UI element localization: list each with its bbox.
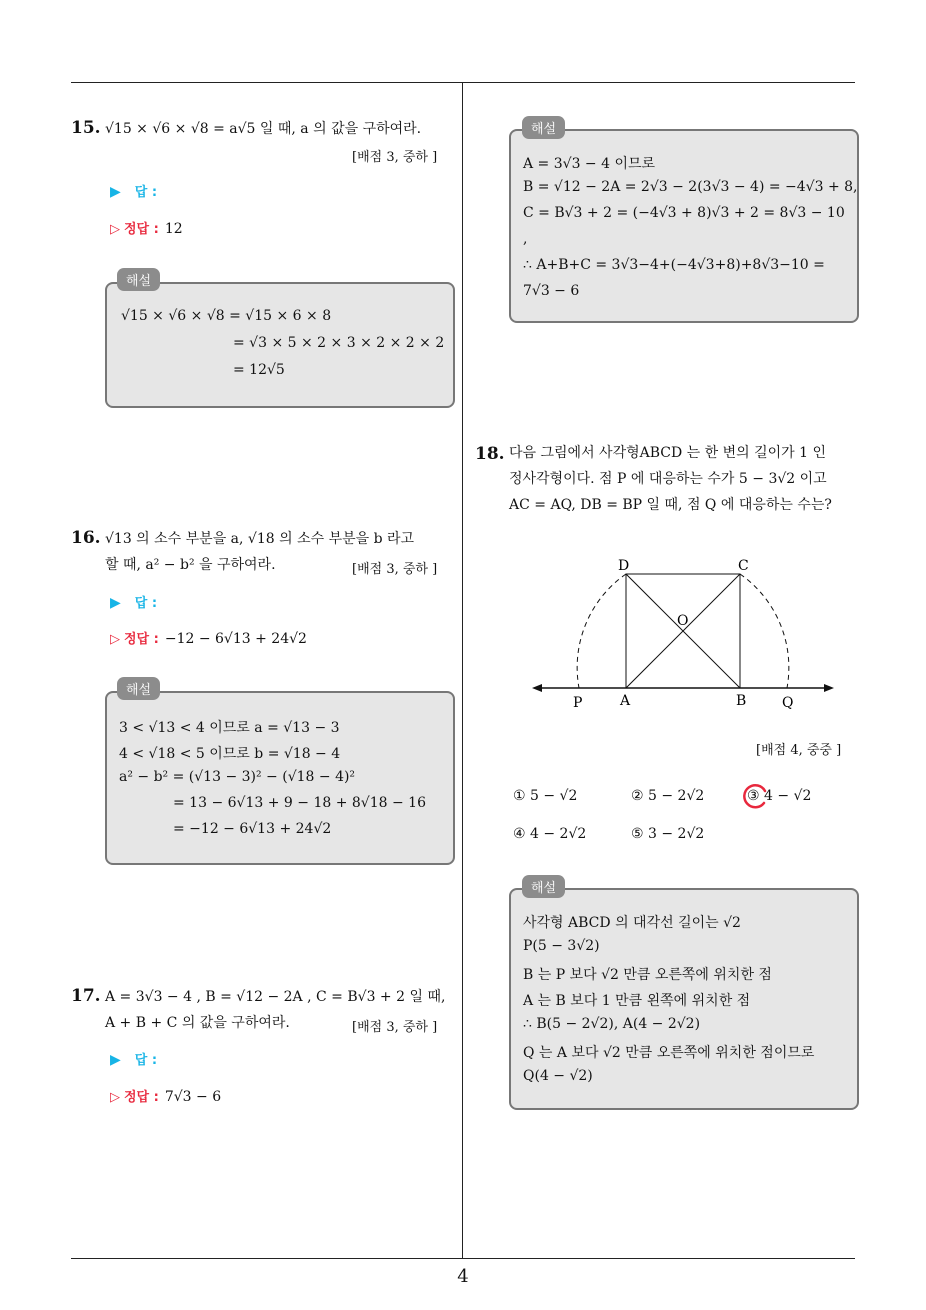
page-number: 4 xyxy=(457,1266,469,1287)
q17-explain-tag: 해설 xyxy=(522,116,565,139)
q15-correct-value: 12 xyxy=(164,221,183,237)
q18-score: [배점 4, 중중 ] xyxy=(756,743,842,758)
q15-explanation-box xyxy=(105,282,455,408)
q17-answer-label: 답 : xyxy=(134,1053,158,1068)
q17-correct-label: 정답 : xyxy=(124,1090,159,1105)
top-rule xyxy=(71,82,855,83)
q17-number: 17. xyxy=(71,986,101,1006)
q16-correct-answer xyxy=(110,628,307,647)
label-a: A xyxy=(620,693,631,709)
q15-score: [배점 3, 중하 ] xyxy=(352,150,438,165)
q18-explain-line: B 는 P 보다 √2 만큼 오른쪽에 위치한 점 xyxy=(523,967,772,983)
arrow-right-icon xyxy=(824,684,834,692)
q18-figure xyxy=(530,550,840,720)
label-p: P xyxy=(573,695,583,711)
q16-correct-label: 정답 : xyxy=(124,632,159,647)
triangle-outline-icon: ▷ xyxy=(110,1090,120,1105)
q16-number: 16. xyxy=(71,528,101,548)
q15-question-text: √15 × √6 × √8 = a√5 일 때, a 의 값을 구하여라. xyxy=(105,121,422,137)
q18-question-line3: AC = AQ, DB = BP 일 때, 점 Q 에 대응하는 수는? xyxy=(509,497,832,513)
q17-explain-line: C = B√3 + 2 = (−4√3 + 8)√3 + 2 = 8√3 − 10 xyxy=(523,205,845,221)
q16-correct-value: −12 − 6√13 + 24√2 xyxy=(164,631,307,647)
q15-explain-line: √15 × √6 × √8 = √15 × 6 × 8 xyxy=(121,308,332,324)
q16-question-line2: 할 때, a² − b² 을 구하여라. xyxy=(105,557,276,573)
answer-mark-circle-icon xyxy=(739,782,769,812)
arc-aq xyxy=(740,574,789,688)
q17-score: [배점 3, 중하 ] xyxy=(352,1020,438,1035)
q17-correct-answer xyxy=(110,1086,221,1105)
q18-question-line2: 정사각형이다. 점 P 에 대응하는 수가 5 − 3√2 이고 xyxy=(509,471,827,487)
q16-score: [배점 3, 중하 ] xyxy=(352,562,438,577)
column-divider xyxy=(462,83,463,1258)
play-icon: ▶ xyxy=(110,184,121,200)
q16-explain-line: a² − b² = (√13 − 3)² − (√18 − 4)² xyxy=(119,769,356,785)
q18-explain-line: Q(4 − √2) xyxy=(523,1068,593,1084)
q15-explain-line: = 12√5 xyxy=(233,362,285,378)
q16-explanation-box xyxy=(105,691,455,865)
q17-explain-line: , xyxy=(523,231,528,247)
q17-question-line2: A + B + C 의 값을 구하여라. xyxy=(105,1015,290,1031)
q18-explain-line: A 는 B 보다 1 만큼 왼쪽에 위치한 점 xyxy=(523,993,751,1009)
q15-explain-line: = √3 × 5 × 2 × 3 × 2 × 2 × 2 xyxy=(233,335,445,351)
q18-explain-line: Q 는 A 보다 √2 만큼 오른쪽에 위치한 점이므로 xyxy=(523,1045,815,1061)
q18-question-line1: 다음 그림에서 사각형ABCD 는 한 변의 길이가 1 인 xyxy=(509,445,827,461)
q18-choice-1[interactable]: ① 5 − √2 xyxy=(513,788,578,804)
label-b: B xyxy=(736,693,747,709)
q18-explain-line: 사각형 ABCD 의 대각선 길이는 √2 xyxy=(523,915,741,931)
play-icon: ▶ xyxy=(110,1052,121,1068)
label-c: C xyxy=(738,558,749,574)
play-icon: ▶ xyxy=(110,595,121,611)
label-o: O xyxy=(677,613,689,629)
q16-answer-label: 답 : xyxy=(134,596,158,611)
arc-bp xyxy=(577,574,626,688)
q17-explain-line: ∴ A+B+C = 3√3−4+(−4√3+8)+8√3−10 = xyxy=(523,257,825,273)
q18-choice-5[interactable]: ⑤ 3 − 2√2 xyxy=(631,826,705,842)
q16-explain-line: = 13 − 6√13 + 9 − 18 + 8√18 − 16 xyxy=(173,795,426,811)
q17-explanation-box xyxy=(509,129,859,323)
arrow-left-icon xyxy=(532,684,542,692)
q16-explain-line: = −12 − 6√13 + 24√2 xyxy=(173,821,332,837)
q18-explain-line: ∴ B(5 − 2√2), A(4 − 2√2) xyxy=(523,1016,701,1032)
q18-number: 18. xyxy=(475,444,505,464)
triangle-outline-icon: ▷ xyxy=(110,222,120,237)
label-q: Q xyxy=(782,695,794,711)
q17-question-line1: A = 3√3 − 4 , B = √12 − 2A , C = B√3 + 2 일 때, xyxy=(105,989,446,1005)
q16-explain-line: 4 < √18 < 5 이므로 b = √18 − 4 xyxy=(119,746,341,762)
bottom-rule xyxy=(71,1258,855,1259)
q18-explain-tag: 해설 xyxy=(522,875,565,898)
q17-correct-value: 7√3 − 6 xyxy=(164,1089,222,1105)
q18-explain-line: P(5 − 3√2) xyxy=(523,938,600,954)
q15-correct-answer xyxy=(110,218,183,237)
q16-explain-line: 3 < √13 < 4 이므로 a = √13 − 3 xyxy=(119,720,340,736)
q18-choice-3[interactable]: ③ 4 − √2 xyxy=(747,788,812,804)
label-d: D xyxy=(618,558,630,574)
q18-explanation-box xyxy=(509,888,859,1110)
triangle-outline-icon: ▷ xyxy=(110,632,120,647)
q16-question-line1: √13 의 소수 부분을 a, √18 의 소수 부분을 b 라고 xyxy=(105,531,415,547)
q18-choice-4[interactable]: ④ 4 − 2√2 xyxy=(513,826,587,842)
q17-explain-line: B = √12 − 2A = 2√3 − 2(3√3 − 4) = −4√3 + 8, xyxy=(523,179,858,195)
q15-answer-label: 답 : xyxy=(134,185,158,200)
q18-choice-2[interactable]: ② 5 − 2√2 xyxy=(631,788,705,804)
q17-answer[interactable] xyxy=(110,1049,157,1068)
q15-answer[interactable] xyxy=(110,181,157,200)
q15-number: 15. xyxy=(71,118,101,138)
q17-explain-line: A = 3√3 − 4 이므로 xyxy=(523,156,656,172)
q15-explain-tag: 해설 xyxy=(117,268,160,291)
q17-explain-line: 7√3 − 6 xyxy=(523,283,580,299)
q15-correct-label: 정답 : xyxy=(124,222,159,237)
q16-answer[interactable] xyxy=(110,592,157,611)
q16-explain-tag: 해설 xyxy=(117,677,160,700)
